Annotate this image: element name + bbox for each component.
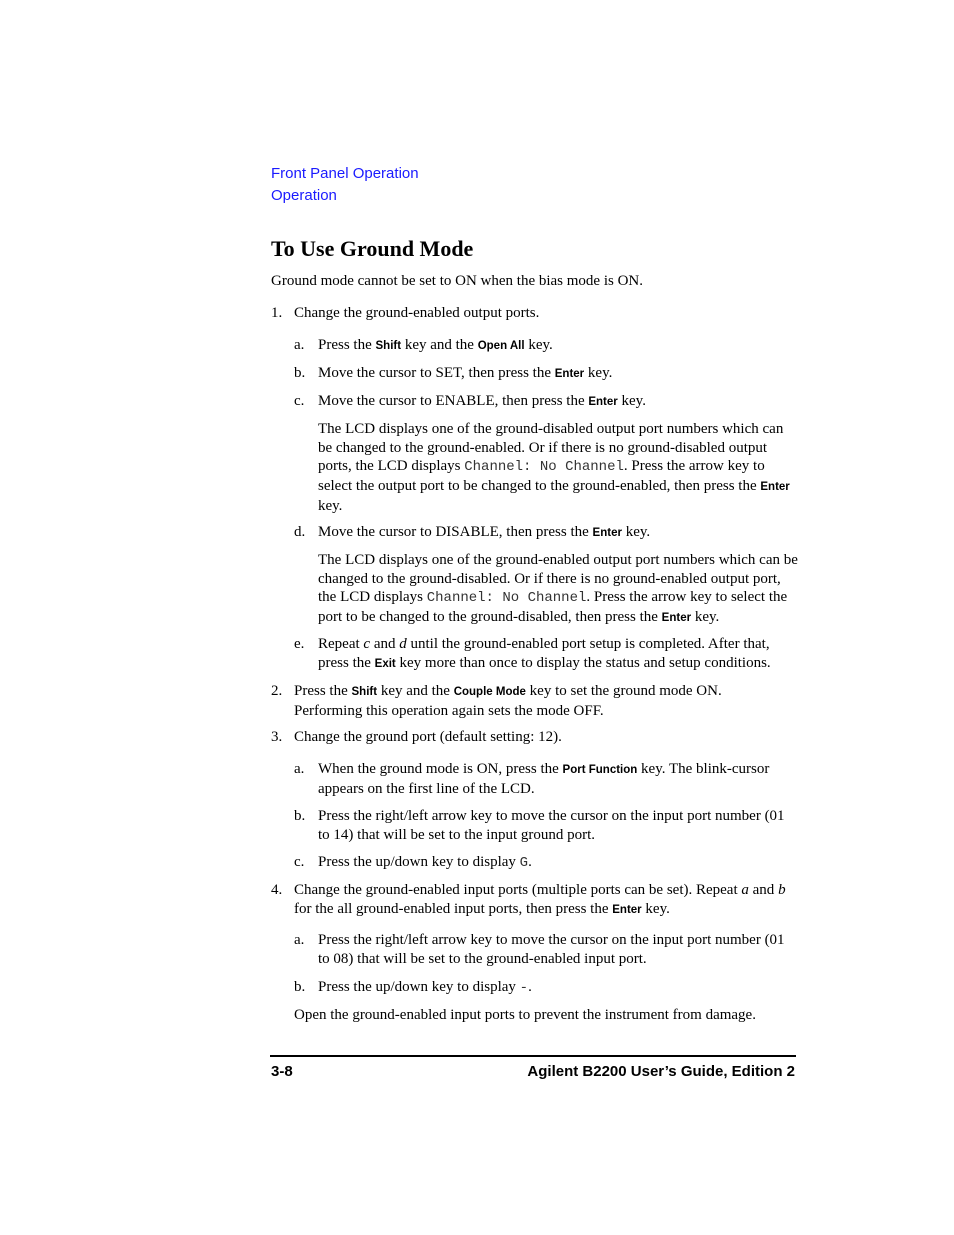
step-1d-text: Move the cursor to DISABLE, then press the Enter key. bbox=[318, 524, 651, 540]
port-function-key-label: Port Function bbox=[562, 764, 638, 776]
step-3b-label: b. bbox=[294, 808, 306, 824]
footer-rule bbox=[270, 1055, 796, 1057]
step-1a-text: Press the Shift key and the Open All key. bbox=[318, 337, 553, 353]
step-1a-label: a. bbox=[294, 337, 305, 353]
step-3-text: Change the ground port (default setting: 12). bbox=[294, 729, 562, 745]
step-1e-label: e. bbox=[294, 636, 305, 652]
step-4b-text: Press the up/down key to display -. bbox=[318, 979, 532, 996]
shift-key-label: Shift bbox=[351, 686, 378, 698]
breadcrumb-section[interactable]: Front Panel Operation bbox=[271, 165, 419, 182]
step-1d-label: d. bbox=[294, 524, 306, 540]
step-1d-note: The LCD displays one of the ground-enabled output port numbers which can be changed to the ground-disabled. Or if there is no ground-enabled output port, the LCD displays Channel: No Channel. Press the arrow key to select the port to be changed to the ground-disabled, then press the Enter key. bbox=[318, 552, 798, 626]
enter-key-label: Enter bbox=[592, 527, 622, 539]
step-1b-label: b. bbox=[294, 365, 306, 381]
step-3a-text: When the ground mode is ON, press the Port Function key. The blink-cursor appears on the first line of the LCD. bbox=[318, 761, 770, 797]
enter-key-label: Enter bbox=[612, 903, 642, 916]
lcd-text: Channel: No Channel bbox=[464, 459, 624, 476]
step-4-number: 4. bbox=[271, 882, 283, 898]
step-1b-text: Move the cursor to SET, then press the Enter key. bbox=[318, 365, 613, 381]
lcd-text: Channel: No Channel bbox=[426, 590, 587, 607]
step-3-number: 3. bbox=[271, 729, 283, 745]
lcd-text: G bbox=[519, 855, 529, 871]
step-1c-note: The LCD displays one of the ground-disabled output port numbers which can be changed to the ground-enabled. Or if there is no ground-disabled output ports, the LCD displays Channel: No Channel. Press the arrow key to select the output port to be changed to the ground-enabled, then press the Enter key. bbox=[318, 421, 790, 514]
page-title: To Use Ground Mode bbox=[271, 236, 474, 261]
step-4-text: Change the ground-enabled input ports (multiple ports can be set). Repeat a and b for the all ground-enabled input ports, then press the Enter key. bbox=[294, 882, 786, 917]
step-1-text: Change the ground-enabled output ports. bbox=[294, 305, 540, 321]
enter-key-label: Enter bbox=[661, 612, 692, 625]
intro-text: Ground mode cannot be set to ON when the bias mode is ON. bbox=[271, 273, 644, 289]
enter-key-label: Enter bbox=[588, 396, 618, 408]
step-2-text: Press the Shift key and the Couple Mode key to set the ground mode ON. Performing this operation again sets the mode OFF. bbox=[294, 683, 722, 719]
step-3a-label: a. bbox=[294, 761, 305, 777]
step-3c-text: Press the up/down key to display G. bbox=[318, 854, 532, 871]
page-number: 3-8 bbox=[271, 1063, 293, 1080]
lcd-text: - bbox=[519, 980, 529, 996]
step-4-note: Open the ground-enabled input ports to prevent the instrument from damage. bbox=[294, 1007, 756, 1023]
step-4a-label: a. bbox=[294, 932, 305, 948]
step-3c-label: c. bbox=[294, 854, 305, 870]
enter-key-label: Enter bbox=[554, 368, 585, 380]
shift-key-label: Shift bbox=[375, 340, 402, 352]
step-3b-text: Press the right/left arrow key to move the cursor on the input port number (01 to 14) that will be set to the input ground port. bbox=[318, 808, 785, 843]
open-all-key-label: Open All bbox=[477, 340, 525, 352]
enter-key-label: Enter bbox=[760, 481, 790, 494]
guide-title: Agilent B2200 User’s Guide, Edition 2 bbox=[527, 1063, 795, 1080]
couple-mode-key-label: Couple Mode bbox=[453, 686, 526, 698]
step-2-number: 2. bbox=[271, 683, 283, 699]
step-1c-label: c. bbox=[294, 393, 305, 409]
exit-key-label: Exit bbox=[374, 657, 396, 670]
breadcrumb-subsection[interactable]: Operation bbox=[271, 187, 337, 204]
step-1-number: 1. bbox=[271, 305, 283, 321]
step-4b-label: b. bbox=[294, 979, 306, 995]
step-1e-text: Repeat c and d until the ground-enabled port setup is completed. After that, press the Exit key more than once to display the status and setup conditions. bbox=[318, 636, 771, 671]
step-4a-text: Press the right/left arrow key to move the cursor on the input port number (01 to 08) that will be set to the ground-enabled input port. bbox=[318, 932, 785, 967]
step-1c-text: Move the cursor to ENABLE, then press the Enter key. bbox=[318, 393, 646, 409]
